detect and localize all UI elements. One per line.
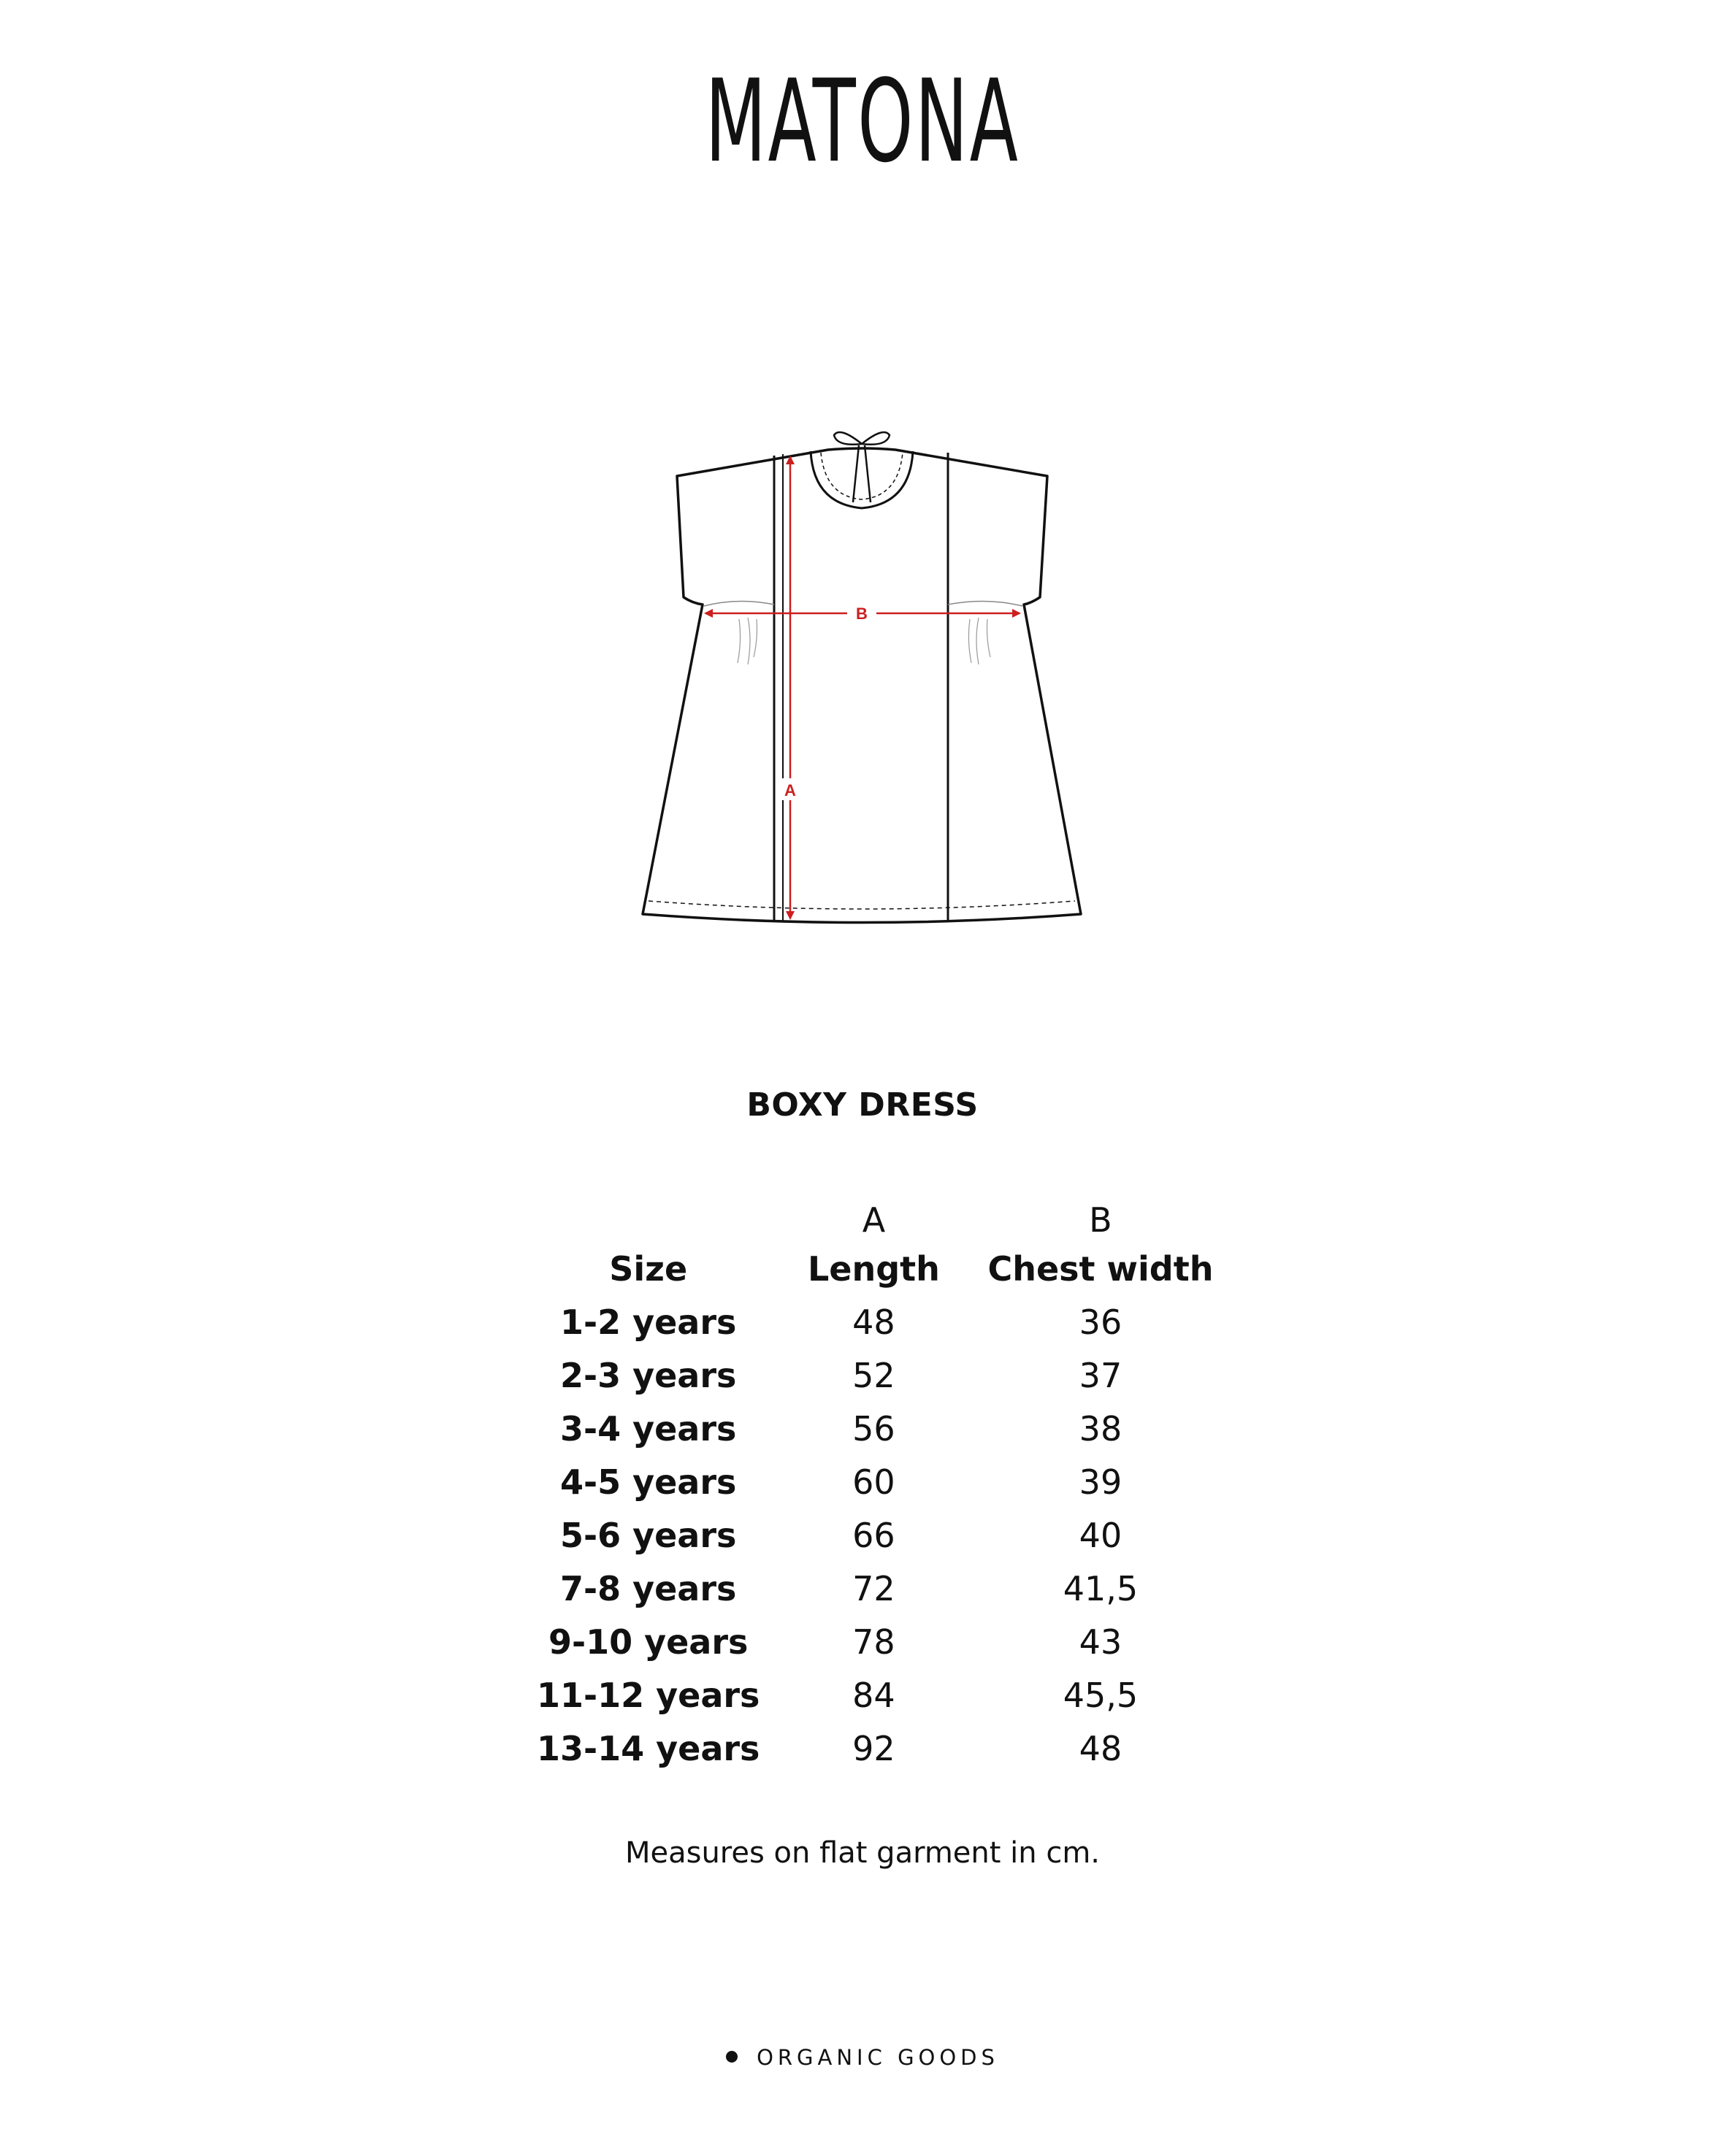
cell-length: 72 (852, 1569, 895, 1608)
measure-b-label: B (856, 605, 868, 623)
table-row (537, 1722, 1213, 1776)
table-body (537, 1296, 1213, 1776)
measure-a-label: A (784, 781, 796, 799)
measurement-note: Measures on flat garment in cm. (624, 1836, 1101, 1870)
table-header-row (537, 1243, 1213, 1296)
cell-size: 5-6 years (560, 1516, 737, 1555)
cell-size: 11-12 years (537, 1676, 760, 1715)
table-row (537, 1509, 1213, 1562)
cell-size: 1-2 years (560, 1303, 737, 1342)
cell-chest: 43 (1079, 1622, 1122, 1662)
cell-length: 52 (852, 1356, 895, 1395)
brand-logo: MATONA (705, 55, 1020, 188)
cell-chest: 38 (1079, 1409, 1122, 1449)
table-row (537, 1403, 1213, 1456)
cell-chest: 41,5 (1063, 1569, 1139, 1608)
cell-length: 60 (852, 1462, 895, 1502)
dress-outline (643, 448, 1081, 923)
header-length: Length (807, 1249, 940, 1289)
cell-size: 2-3 years (560, 1356, 737, 1395)
dress-technical-drawing (621, 423, 1103, 935)
size-chart-table (537, 1197, 1213, 1776)
cell-size: 4-5 years (560, 1462, 737, 1502)
bullet-dot-icon (726, 2051, 738, 2063)
cell-chest: 37 (1079, 1356, 1122, 1395)
header-chest-width: Chest width (987, 1249, 1214, 1289)
cell-size: 9-10 years (548, 1622, 749, 1662)
header-size: Size (609, 1249, 688, 1289)
cell-length: 92 (852, 1729, 895, 1768)
cell-chest: 39 (1079, 1462, 1122, 1502)
cell-size: 7-8 years (560, 1569, 737, 1608)
table-row (537, 1616, 1213, 1669)
table-row (537, 1669, 1213, 1722)
cell-chest: 40 (1079, 1516, 1122, 1555)
cell-length: 84 (852, 1676, 895, 1715)
footer-tagline (0, 2047, 1725, 2068)
cell-length: 66 (852, 1516, 895, 1555)
cell-length: 48 (852, 1303, 895, 1342)
cell-length: 78 (852, 1622, 895, 1662)
cell-chest: 48 (1079, 1729, 1122, 1768)
cell-chest: 45,5 (1063, 1676, 1139, 1715)
table-letter-row (537, 1197, 1213, 1243)
table-row (537, 1296, 1213, 1349)
cell-size: 13-14 years (537, 1729, 760, 1768)
product-title: BOXY DRESS (746, 1086, 979, 1124)
header-size-letter (537, 1197, 760, 1243)
table-row (537, 1349, 1213, 1403)
table-row (537, 1562, 1213, 1616)
header-b-letter: B (1089, 1200, 1112, 1240)
header-a-letter: A (862, 1200, 886, 1240)
cell-size: 3-4 years (560, 1409, 737, 1449)
cell-chest: 36 (1079, 1303, 1122, 1342)
table-row (537, 1456, 1213, 1509)
cell-length: 56 (852, 1409, 895, 1449)
footer-tagline-text: ORGANIC GOODS (757, 2045, 999, 2070)
